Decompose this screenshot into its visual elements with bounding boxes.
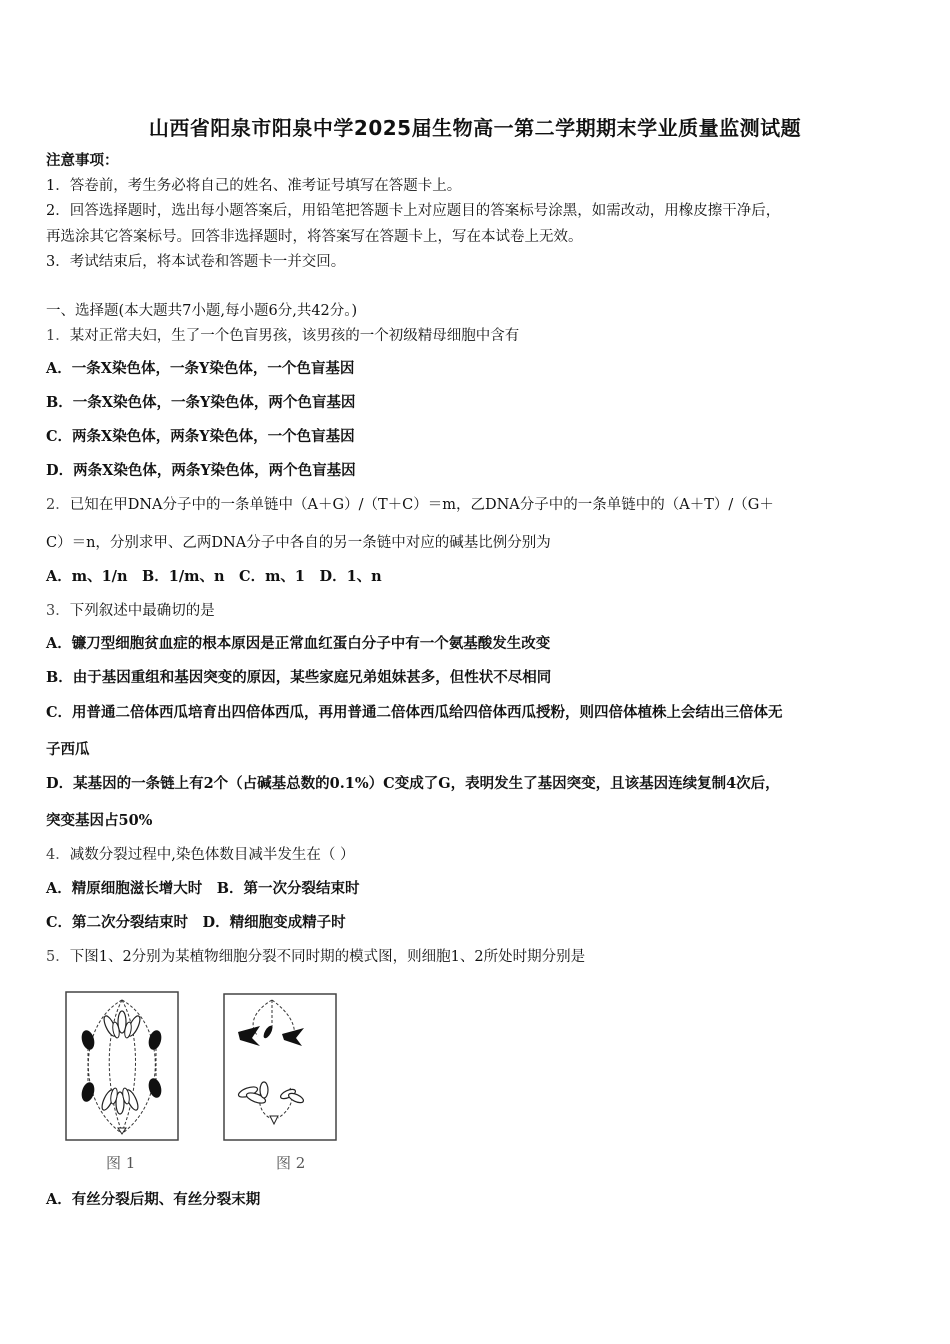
figure-1-chromosomes-bottom <box>80 1077 164 1134</box>
question-text: 下图1、2分别为某植物细胞分裂不同时期的模式图，则细胞1、2所处时期分别是 <box>69 949 586 965</box>
question-3-option-c-continued: 子西瓜 <box>46 741 90 758</box>
page-title: 山西省阳泉市阳泉中学2025届生物高一第二学期期末学业质量监测试题 <box>148 116 802 140</box>
question-3-option-c: C．用普通二倍体西瓜培育出四倍体西瓜，再用普通二倍体西瓜给四倍体西瓜授粉，则四倍体植株上会结出三倍体无 <box>46 704 783 721</box>
question-4-stem <box>46 845 906 865</box>
question-1-option-c: C．两条X染色体，两条Y染色体，一个色盲基因 <box>46 428 355 445</box>
question-1-option-d: D．两条X染色体，两条Y染色体，两个色盲基因 <box>46 462 356 479</box>
cell-division-figure <box>60 988 350 1178</box>
notice-item: 1．答卷前，考生务必将自己的姓名、准考证号填写在答题卡上。 <box>46 178 462 194</box>
figure-1-chromosomes-top <box>80 1011 164 1051</box>
question-5-option-a: A．有丝分裂后期、有丝分裂末期 <box>46 1191 261 1208</box>
figure-2-cell-outline <box>224 994 336 1140</box>
question-3-stem <box>46 601 906 621</box>
question-2-stem <box>46 495 906 515</box>
notice-item: 再选涂其它答案标号。回答非选择题时，将答案写在答题卡上，写在本试卷上无效。 <box>46 229 583 245</box>
question-number: 5． <box>46 949 70 965</box>
question-number: 3． <box>46 603 70 619</box>
question-3-option-b: B．由于基因重组和基因突变的原因，某些家庭兄弟姐妹甚多，但性状不尽相同 <box>46 669 552 686</box>
notice-item: 2．回答选择题时，选出每小题答案后，用铅笔把答题卡上对应题目的答案标号涂黑，如需改动，用橡皮擦干净后， <box>46 203 781 219</box>
question-4-options-ab: A．精原细胞滋长增大时 B．第一次分裂结束时 <box>46 880 360 897</box>
question-4-options-cd: C．第二次分裂结束时 D．精细胞变成精子时 <box>46 914 346 931</box>
figure-2-chromosomes-bottom <box>237 1082 304 1124</box>
question-2-options: A．m、1/n B．1/m、n C．m、1 D．1、n <box>46 568 382 585</box>
question-3-option-d: D．某基因的一条链上有2个（占碱基总数的0.1%）C变成了G，表明发生了基因突变，且该基因连续复制4次后， <box>46 775 780 792</box>
question-1-option-a: A．一条X染色体，一条Y染色体，一个色盲基因 <box>46 360 355 377</box>
question-text: 减数分裂过程中,染色体数目减半发生在（ ） <box>69 847 355 863</box>
question-number: 2． <box>46 497 70 513</box>
question-5-stem <box>46 947 906 967</box>
question-number: 1． <box>46 328 70 344</box>
figure-1-label: 图 1 <box>106 1154 136 1172</box>
question-3-option-a: A．镰刀型细胞贫血症的根本原因是正常血红蛋白分子中有一个氨基酸发生改变 <box>46 635 551 652</box>
question-text: 下列叙述中最确切的是 <box>69 603 215 619</box>
figure-2-label: 图 2 <box>276 1154 306 1172</box>
cell-division-diagrams <box>60 988 350 1178</box>
question-text: 某对正常夫妇，生了一个色盲男孩，该男孩的一个初级精母细胞中含有 <box>69 328 520 344</box>
question-number: 4． <box>46 847 70 863</box>
question-2-stem-continued: C）＝n，分别求甲、乙两DNA分子中各自的另一条链中对应的碱基比例分别为 <box>46 535 551 551</box>
question-text: 已知在甲DNA分子中的一条单链中（A＋G）/（T＋C）＝m，乙DNA分子中的一条单链中的（A＋T）/（G＋ <box>69 497 774 513</box>
question-1-option-b: B．一条X染色体，一条Y染色体，两个色盲基因 <box>46 394 356 411</box>
question-3-option-d-continued: 突变基因占50% <box>46 812 153 829</box>
section-heading: 一、选择题(本大题共7小题,每小题6分,共42分。) <box>46 303 358 319</box>
question-1-stem <box>46 326 906 346</box>
notice-item: 3．考试结束后，将本试卷和答题卡一并交回。 <box>46 254 346 270</box>
notice-heading: 注意事项： <box>46 152 119 169</box>
